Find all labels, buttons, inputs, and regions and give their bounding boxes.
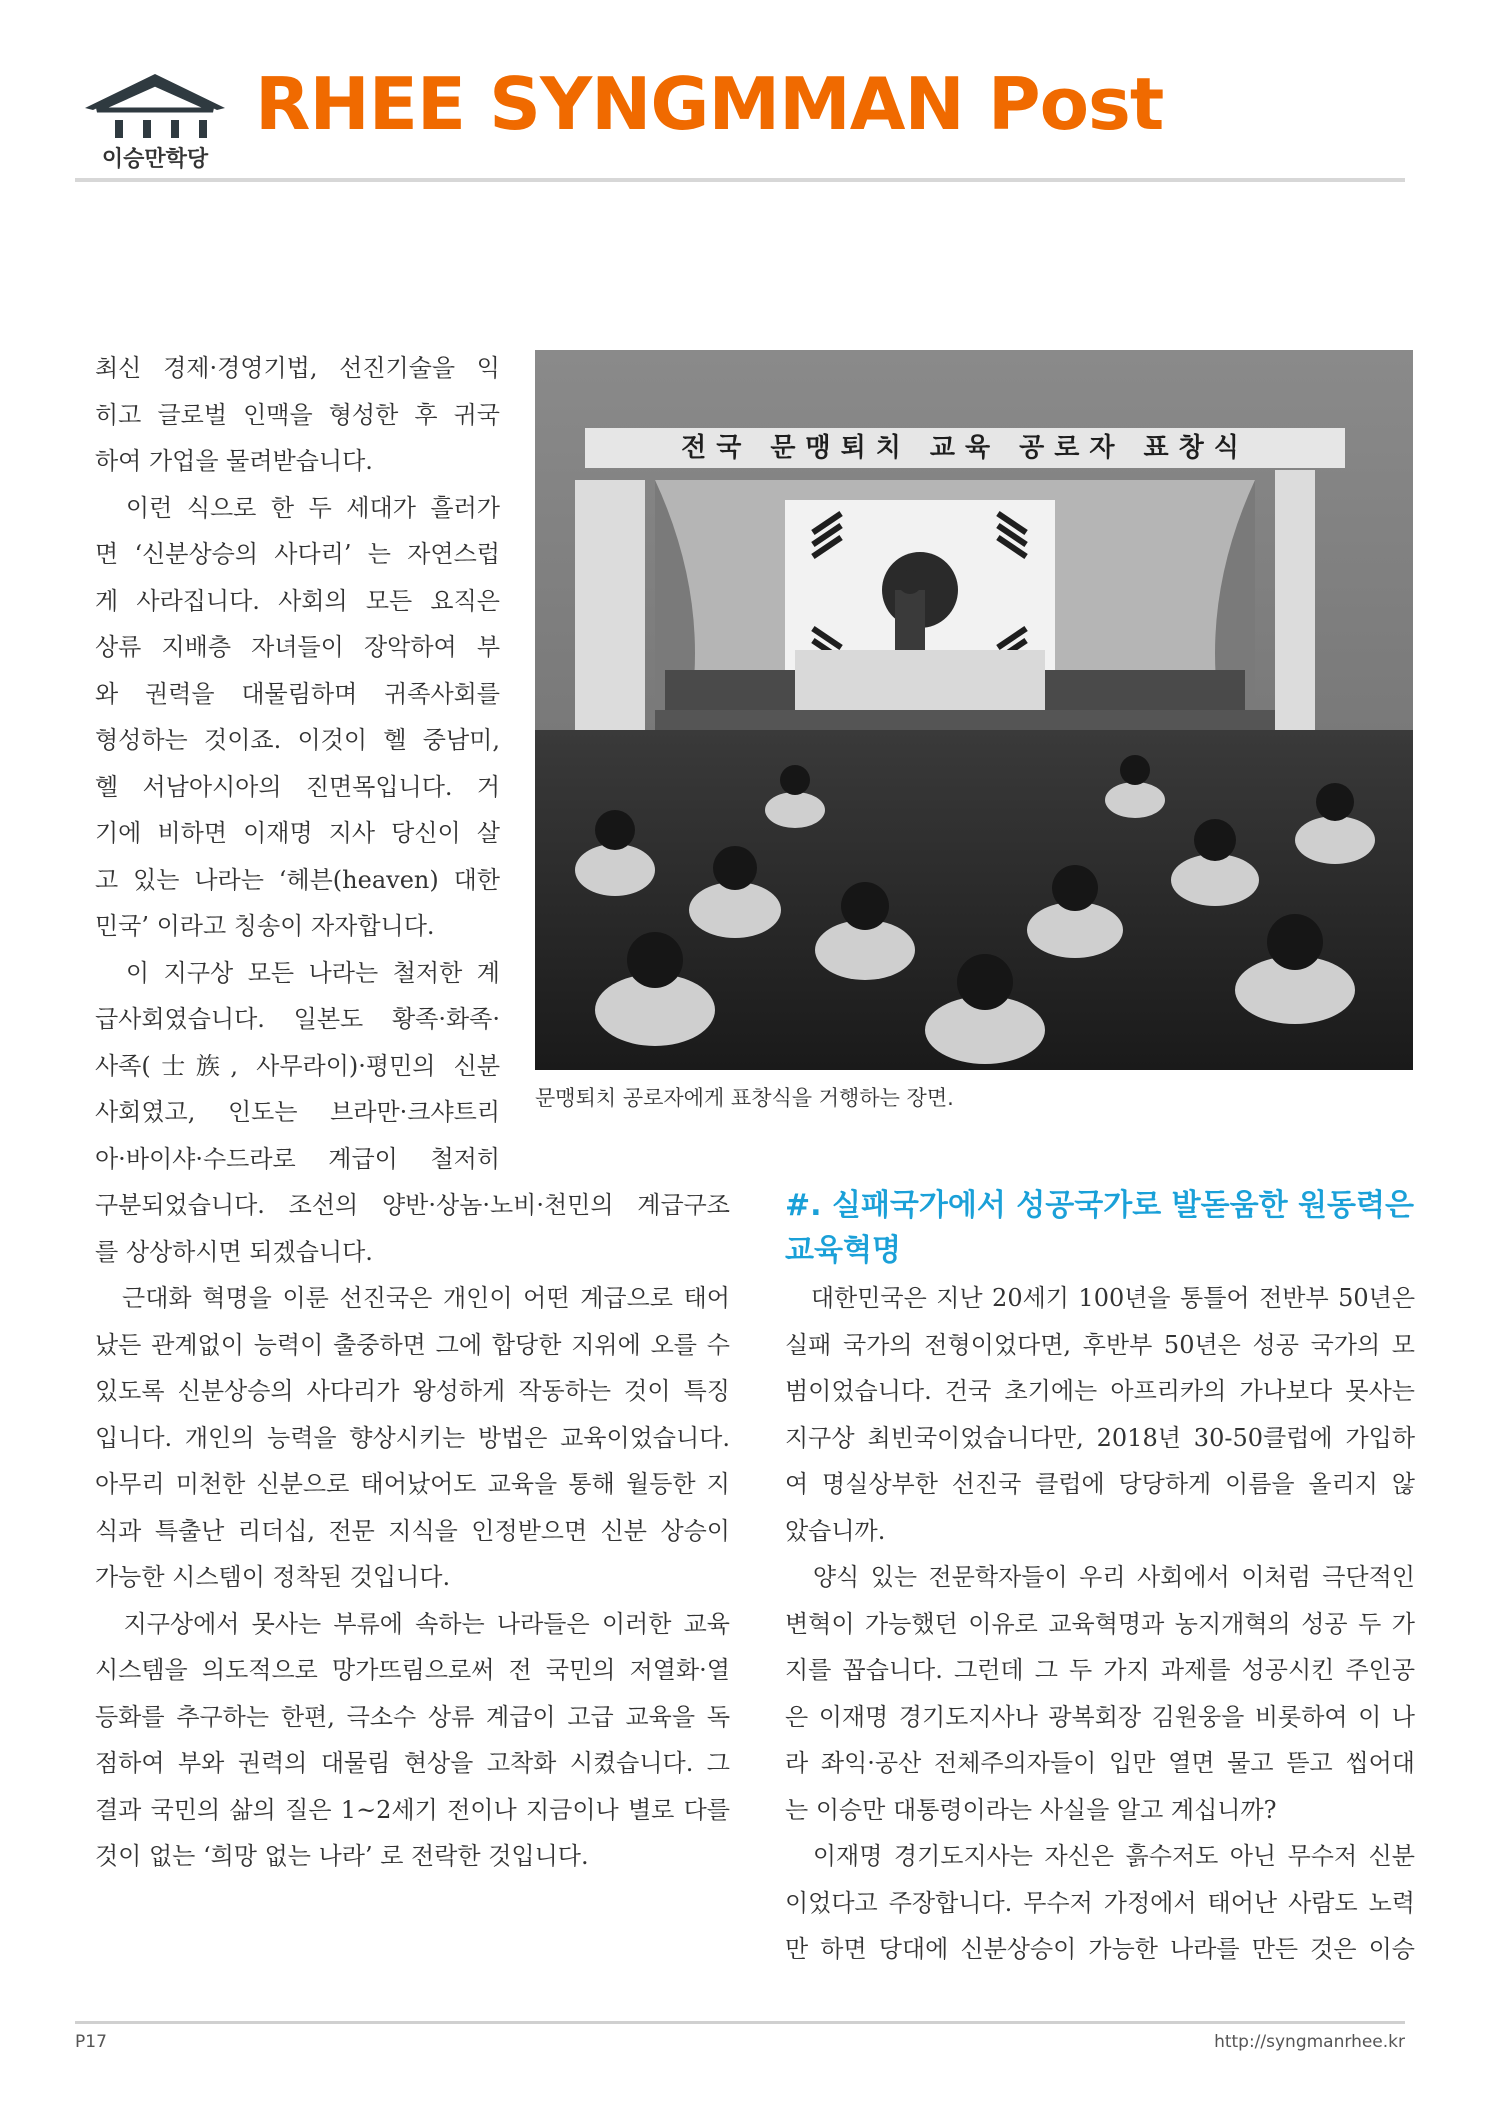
footer-divider [75, 2021, 1405, 2024]
header-divider [75, 178, 1405, 182]
body-line: 실패 국가의 전형이었다면, 후반부 50년은 성공 국가의 모 [785, 1330, 1415, 1359]
body-line: 고 있는 나라는 ‘헤븐(heaven) 대한 [95, 865, 500, 894]
body-line: 와 권력을 대물림하며 귀족사회를 [95, 679, 500, 708]
body-line: 아무리 미천한 신분으로 태어났어도 교육을 통해 월등한 지 [95, 1470, 730, 1498]
body-line: 이재명 경기도지사는 자신은 흙수저도 아닌 무수저 신분 [785, 1842, 1415, 1870]
body-line: 이 지구상 모든 나라는 철저한 계 [95, 958, 500, 987]
body-line: 최신 경제·경영기법, 선진기술을 익 [95, 354, 500, 382]
banner-text: 전국 문맹퇴치 교육 공로자 표창식 [681, 433, 1249, 463]
body-line: 시스템을 의도적으로 망가뜨림으로써 전 국민의 저열화·열 [95, 1656, 730, 1684]
body-line: 이런 식으로 한 두 세대가 흘러가 [95, 493, 500, 522]
photo-caption: 문맹퇴치 공로자에게 표창식을 거행하는 장면. [535, 1086, 954, 1110]
body-line: 입니다. 개인의 능력을 향상시키는 방법은 교육이었습니다. [95, 1423, 730, 1452]
body-line: 기에 비하면 이재명 지사 당신이 살 [95, 819, 500, 847]
ceremony-photo-image [535, 350, 1413, 1070]
body-line: 있도록 신분상승의 사다리가 왕성하게 작동하는 것이 특징 [95, 1377, 730, 1405]
body-line: 점하여 부와 권력의 대물림 현상을 고착화 시켰습니다. 그 [95, 1749, 730, 1777]
body-line: 았습니까. [785, 1516, 886, 1545]
body-line: 사회였고, 인도는 브라만·크샤트리 [95, 1098, 500, 1126]
body-line: 등화를 추구하는 한편, 극소수 상류 계급이 고급 교육을 독 [95, 1702, 730, 1731]
body-line: 형성하는 것이죠. 이것이 헬 중남미, [95, 726, 500, 754]
body-line: 헬 서남아시아의 진면목입니다. 거 [95, 772, 500, 801]
body-line: 결과 국민의 삶의 질은 1~2세기 전이나 지금이나 별로 다를 [95, 1795, 730, 1824]
body-line: 이었다고 주장합니다. 무수저 가정에서 태어난 사람도 노력 [785, 1888, 1415, 1917]
body-line: 만 하면 당대에 신분상승이 가능한 나라를 만든 것은 이승 [785, 1935, 1415, 1963]
body-line: 구분되었습니다. 조선의 양반·상놈·노비·천민의 계급구조 [95, 1191, 730, 1219]
section-heading-line: 교육혁명 [785, 1233, 901, 1268]
hall-icon [75, 70, 235, 140]
body-line: 가능한 시스템이 정착된 것입니다. [95, 1563, 451, 1591]
body-line: 났든 관계없이 능력이 출중하면 그에 합당한 지위에 오를 수 [95, 1330, 730, 1359]
body-line: 아·바이샤·수드라로 계급이 철저히 [95, 1144, 500, 1173]
body-line: 근대화 혁명을 이룬 선진국은 개인이 어떤 계급으로 태어 [95, 1284, 730, 1312]
body-line: 게 사라집니다. 사회의 모든 요직은 [95, 586, 500, 615]
page-header [75, 60, 1405, 180]
logo-text: 이승만학당 [101, 147, 209, 172]
body-line: 사족(士族, 사무라이)·평민의 신분 [95, 1051, 500, 1080]
page-number: P17 [75, 2032, 107, 2052]
body-line: 면 ‘신분상승의 사다리’ 는 자연스럽 [95, 540, 500, 568]
left-column-top [95, 345, 500, 1182]
body-line: 를 상상하시면 되겠습니다. [95, 1237, 373, 1266]
left-column-bottom [95, 1182, 730, 1880]
section-heading [785, 1183, 1425, 1273]
body-line: 여 명실상부한 선진국 클럽에 당당하게 이름을 올리지 않 [785, 1470, 1415, 1498]
body-line: 지구상에서 못사는 부류에 속하는 나라들은 이러한 교육 [95, 1609, 730, 1638]
body-line: 은 이재명 경기도지사나 광복회장 김원웅을 비롯하여 이 나 [785, 1702, 1415, 1731]
body-line: 급사회였습니다. 일본도 황족·화족· [95, 1005, 500, 1033]
body-line: 하여 가업을 물려받습니다. [95, 447, 373, 475]
body-line: 지구상 최빈국이었습니다만, 2018년 30-50클럽에 가입하 [785, 1423, 1415, 1452]
body-line: 히고 글로벌 인맥을 형성한 후 귀국 [95, 400, 500, 429]
body-line: 양식 있는 전문학자들이 우리 사회에서 이처럼 극단적인 [785, 1563, 1415, 1591]
body-line: 라 좌익·공산 전체주의자들이 입만 열면 물고 뜯고 씹어대 [785, 1749, 1415, 1777]
body-line: 는 이승만 대통령이라는 사실을 알고 계십니까? [785, 1795, 1277, 1824]
body-line: 민국’ 이라고 칭송이 자자합니다. [95, 912, 435, 940]
body-line: 상류 지배층 자녀들이 장악하여 부 [95, 633, 500, 661]
logo [75, 70, 235, 170]
right-column [785, 1275, 1415, 1973]
brand-title: RHEE SYNGMMAN Post [255, 62, 1164, 146]
body-line: 범이었습니다. 건국 초기에는 아프리카의 가나보다 못사는 [785, 1377, 1415, 1405]
section-heading-line: #. 실패국가에서 성공국가로 발돋움한 원동력은 [785, 1188, 1414, 1223]
body-line: 식과 특출난 리더십, 전문 지식을 인정받으면 신분 상승이 [95, 1516, 730, 1545]
ceremony-photo [535, 350, 1413, 1070]
body-line: 것이 없는 ‘희망 없는 나라’ 로 전락한 것입니다. [95, 1842, 589, 1870]
footer-url[interactable]: http://syngmanrhee.kr [1214, 2032, 1405, 2052]
body-line: 지를 꼽습니다. 그런데 그 두 가지 과제를 성공시킨 주인공 [785, 1656, 1415, 1684]
body-line: 변혁이 가능했던 이유로 교육혁명과 농지개혁의 성공 두 가 [785, 1609, 1415, 1638]
body-line: 대한민국은 지난 20세기 100년을 통틀어 전반부 50년은 [785, 1284, 1415, 1312]
